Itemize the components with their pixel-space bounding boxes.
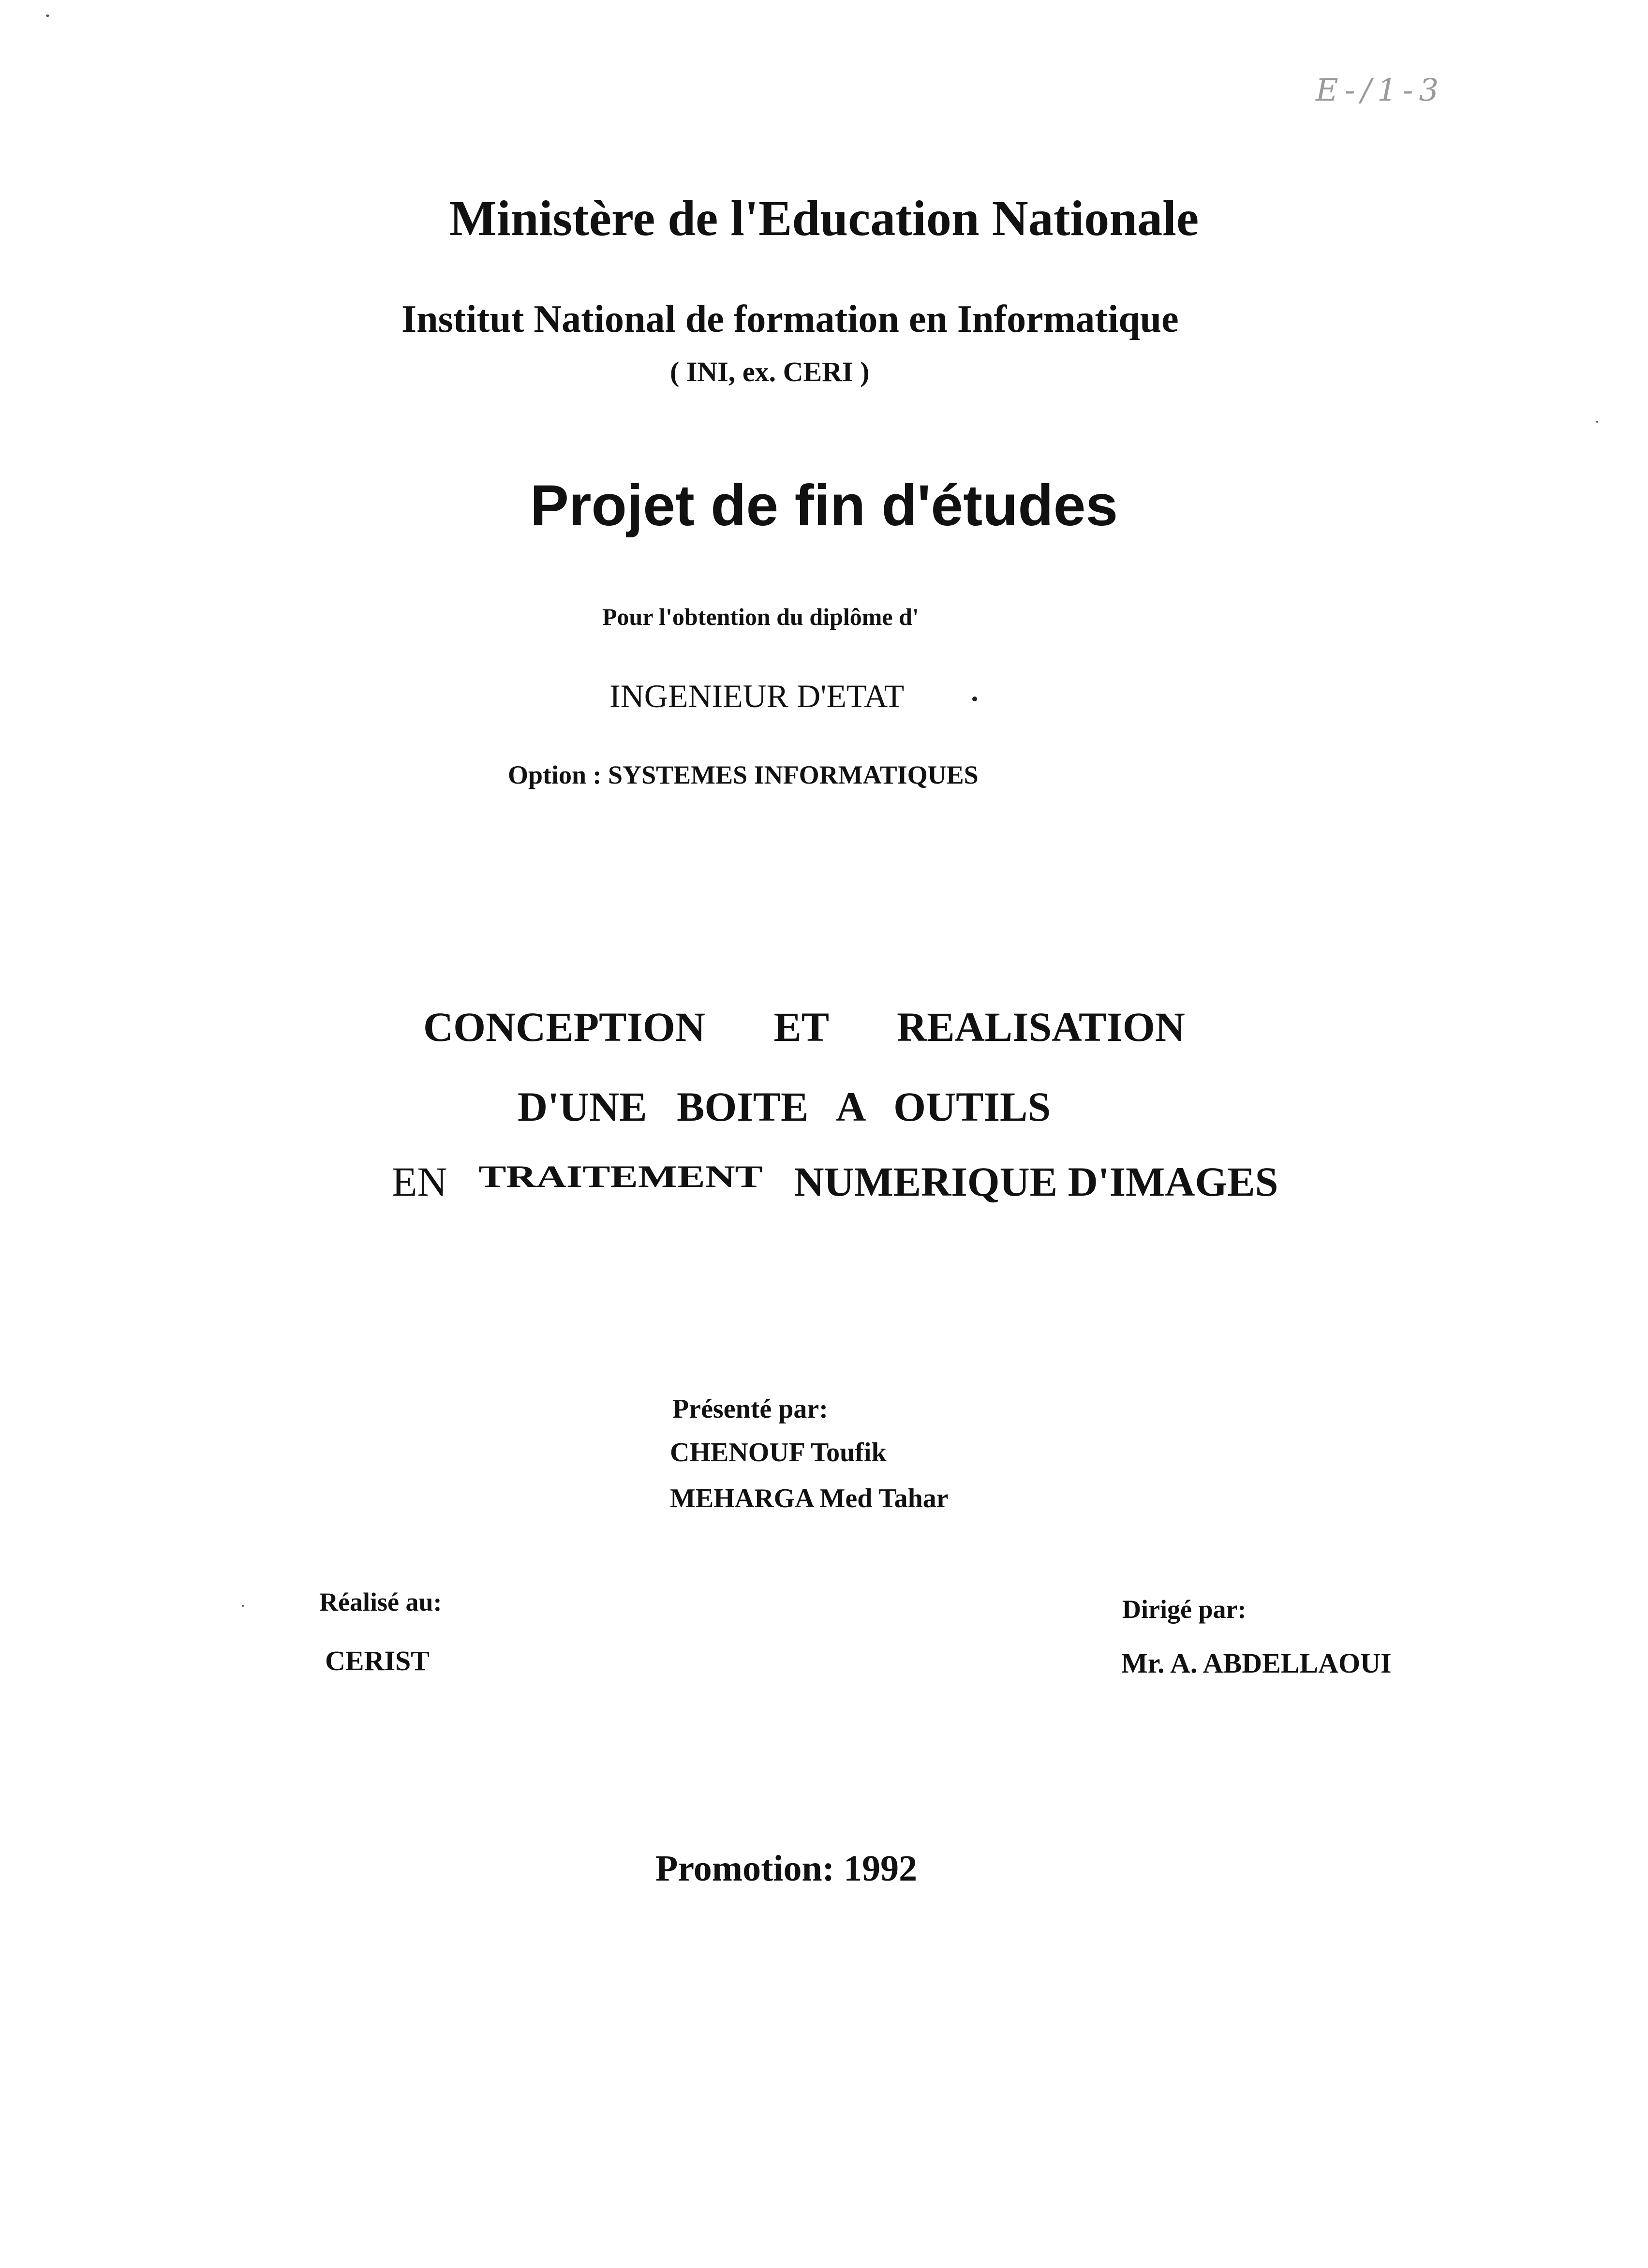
scan-speck xyxy=(972,697,977,701)
author-name: CHENOUF Toufik xyxy=(670,1438,887,1468)
institute-name: Institut National de formation en Informatique xyxy=(401,298,1179,341)
diploma-intro: Pour l'obtention du diplôme d' xyxy=(602,603,919,630)
realized-at-value: CERIST xyxy=(325,1645,430,1676)
promotion-year: Promotion: 1992 xyxy=(655,1848,918,1889)
option-line: Option : SYSTEMES INFORMATIQUES xyxy=(508,760,979,789)
directed-by-value: Mr. A. ABDELLAOUI xyxy=(1121,1647,1392,1679)
scan-speck xyxy=(46,15,49,17)
author-name: MEHARGA Med Tahar xyxy=(670,1483,949,1513)
thesis-word-en: EN xyxy=(392,1158,447,1205)
scan-speck xyxy=(242,1605,244,1607)
scan-speck xyxy=(1596,421,1598,423)
presented-by-label: Présenté par: xyxy=(672,1394,828,1424)
handwritten-catalog-mark: E-/1-3 xyxy=(1316,73,1445,108)
thesis-title-line-3 xyxy=(392,1158,1278,1205)
realized-at-label: Réalisé au: xyxy=(319,1587,442,1616)
thesis-words-rest: NUMERIQUE D'IMAGES xyxy=(794,1158,1278,1205)
directed-by-label: Dirigé par: xyxy=(1122,1595,1247,1624)
degree-name: INGENIEUR D'ETAT xyxy=(609,678,905,714)
project-title: Projet de fin d'études xyxy=(530,473,1118,538)
thesis-title-line-2: D'UNE BOITE A OUTILS xyxy=(518,1083,1051,1130)
institute-abbreviation: ( INI, ex. CERI ) xyxy=(670,356,870,387)
thesis-title-line-1: CONCEPTION ET REALISATION xyxy=(423,1004,1185,1050)
thesis-word-traitement: TRAITEMENT xyxy=(478,1159,763,1194)
ministry-heading: Ministère de l'Education Nationale xyxy=(449,191,1199,246)
